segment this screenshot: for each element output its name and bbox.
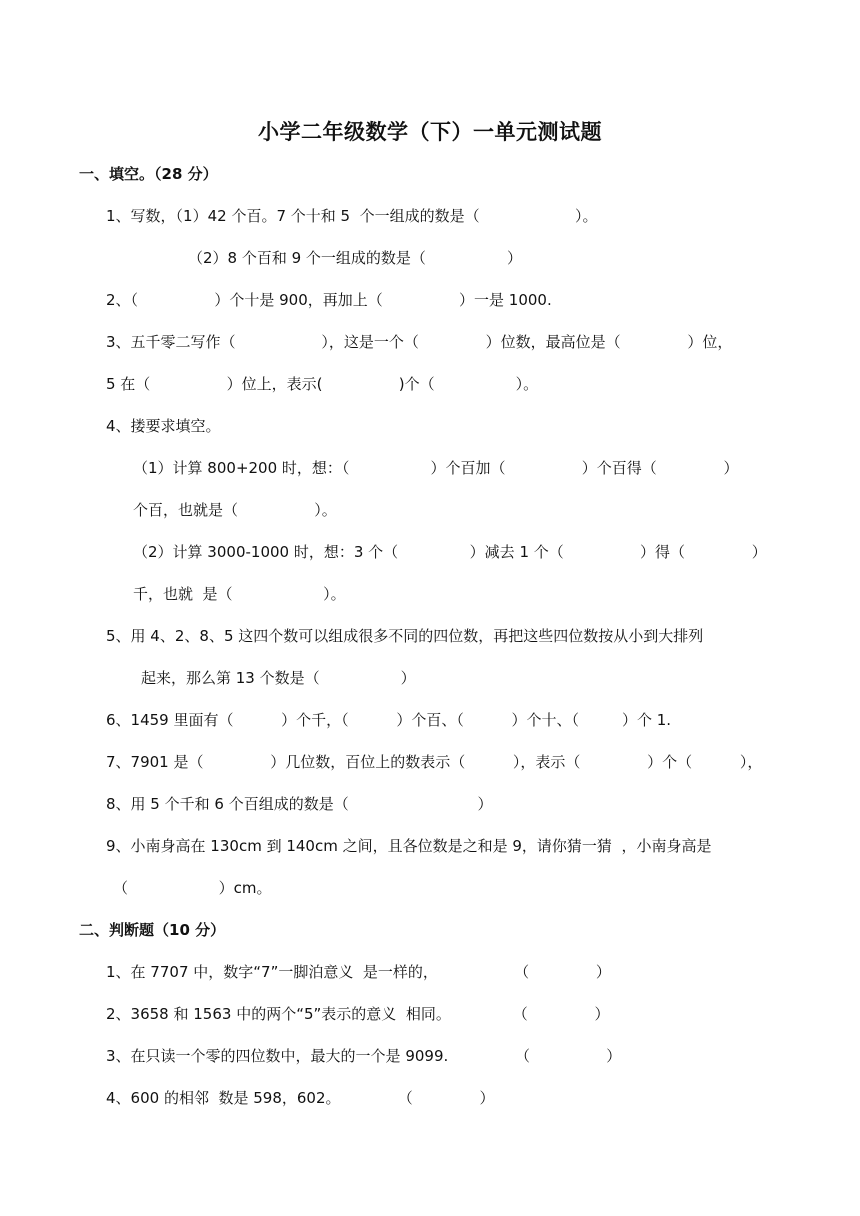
question-line: 3、在只读一个零的四位数中，最大的一个是 9099. （ ） xyxy=(106,1047,622,1065)
question-line: 7、7901 是（ ）几位数，百位上的数表示（ ），表示（ ）个（ ）， xyxy=(106,753,763,771)
question-line: 4、搂要求填空。 xyxy=(106,417,221,435)
question-line: （2）8 个百和 9 个一组成的数是（ ） xyxy=(188,249,522,267)
question-line: （2）计算 3000-1000 时，想：3 个（ ）减去 1 个（ ）得（ ） xyxy=(133,543,767,561)
question-line: 5、用 4、2、8、5 这四个数可以组成很多不同的四位数，再把这些四位数按从小到大排列 xyxy=(106,627,704,645)
question-line: 1、在 7707 中，数字“7”一脚泊意义 是一样的， （ ） xyxy=(106,963,611,981)
question-line: 1、写数，（1）42 个百。7 个十和 5 个一组成的数是（ ）。 xyxy=(106,207,598,225)
question-line: 6、1459 里面有（ ）个千，（ ）个百、（ ）个十、（ ）个 1. xyxy=(106,711,672,729)
question-line: 4、600 的相邻 数是 598，602。 （ ） xyxy=(106,1089,495,1107)
section-heading: 二、判断题（10 分） xyxy=(79,921,226,939)
document-title: 小学二年级数学（下）一单元测试题 xyxy=(258,120,602,144)
question-line: 3、五千零二写作（ ），这是一个（ ）位数，最高位是（ ）位， xyxy=(106,333,733,351)
question-line: （1）计算 800+200 时，想：（ ）个百加（ ）个百得（ ） xyxy=(133,459,739,477)
question-line: 2、（ ）个十是 900，再加上（ ）一是 1000. xyxy=(106,291,552,309)
question-line: （ ）cm。 xyxy=(113,879,272,897)
question-line: 个百，也就是（ ）。 xyxy=(133,501,337,519)
question-line: 2、3658 和 1563 中的两个“5”表示的意义 相同。 （ ） xyxy=(106,1005,610,1023)
question-line: 9、小南身高在 130cm 到 140cm 之间，且各位数是之和是 9，请你猜一猜 ，小南身高是 xyxy=(106,837,712,855)
section-heading: 一、填空。（28 分） xyxy=(79,165,218,183)
question-line: 起来，那么第 13 个数是（ ） xyxy=(141,669,416,687)
question-line: 8、用 5 个千和 6 个百组成的数是（ ） xyxy=(106,795,493,813)
question-line: 千，也就 是（ ）。 xyxy=(133,585,346,603)
question-line: 5 在（ ）位上，表示( )个（ ）。 xyxy=(106,375,539,393)
